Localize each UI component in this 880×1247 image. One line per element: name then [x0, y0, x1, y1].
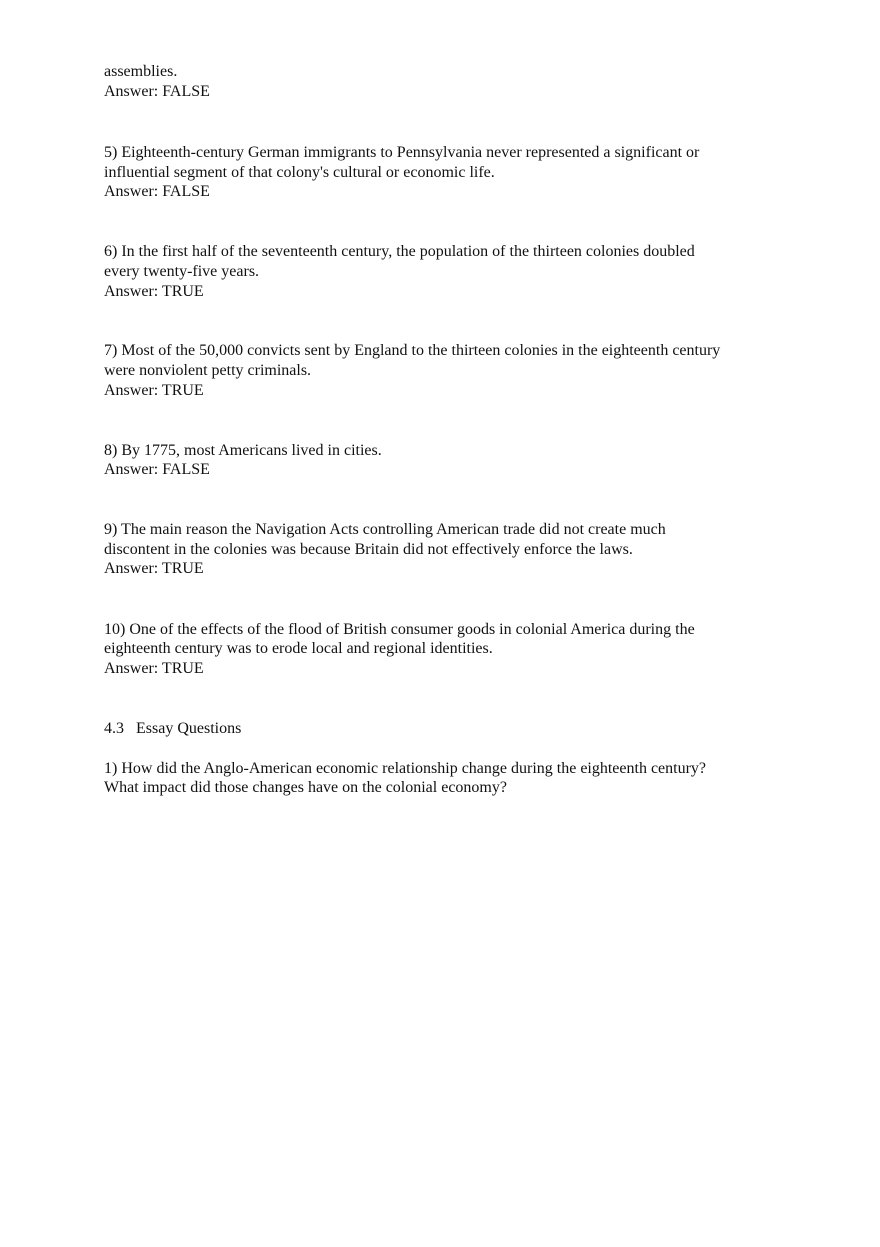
- essay-q1-line-2: What impact did those changes have on the colonial economy?: [104, 779, 507, 796]
- q7-text-line-2: were nonviolent petty criminals.: [104, 362, 312, 379]
- q6-answer: Answer: TRUE: [104, 283, 204, 300]
- q7-text-line-1: 7) Most of the 50,000 convicts sent by England to the thirteen colonies in the eighteenth century: [104, 342, 721, 359]
- essay-q1-line-1: 1) How did the Anglo-American economic relationship change during the eighteenth century?: [104, 760, 707, 777]
- q9-text-line-1: 9) The main reason the Navigation Acts controlling American trade did not create much: [104, 521, 666, 538]
- q8-answer: Answer: FALSE: [104, 461, 210, 478]
- q4-answer: Answer: FALSE: [104, 83, 210, 100]
- q7-answer: Answer: TRUE: [104, 382, 204, 399]
- q10-answer: Answer: TRUE: [104, 660, 204, 677]
- q9-text-line-2: discontent in the colonies was because Britain did not effectively enforce the laws.: [104, 541, 633, 558]
- q6-text-line-2: every twenty-five years.: [104, 263, 260, 280]
- q5-text-line-1: 5) Eighteenth-century German immigrants to Pennsylvania never represented a significant or: [104, 144, 700, 161]
- q9-answer: Answer: TRUE: [104, 560, 204, 577]
- q8-text-line-1: 8) By 1775, most Americans lived in cities.: [104, 442, 382, 459]
- q5-answer: Answer: FALSE: [104, 183, 210, 200]
- q10-text-line-2: eighteenth century was to erode local and regional identities.: [104, 640, 493, 657]
- q4-text-line: assemblies.: [104, 63, 178, 80]
- section-heading: 4.3 Essay Questions: [104, 720, 242, 737]
- q10-text-line-1: 10) One of the effects of the flood of British consumer goods in colonial America during the: [104, 621, 695, 638]
- q5-text-line-2: influential segment of that colony's cultural or economic life.: [104, 164, 495, 181]
- q6-text-line-1: 6) In the first half of the seventeenth century, the population of the thirteen colonies doubled: [104, 243, 695, 260]
